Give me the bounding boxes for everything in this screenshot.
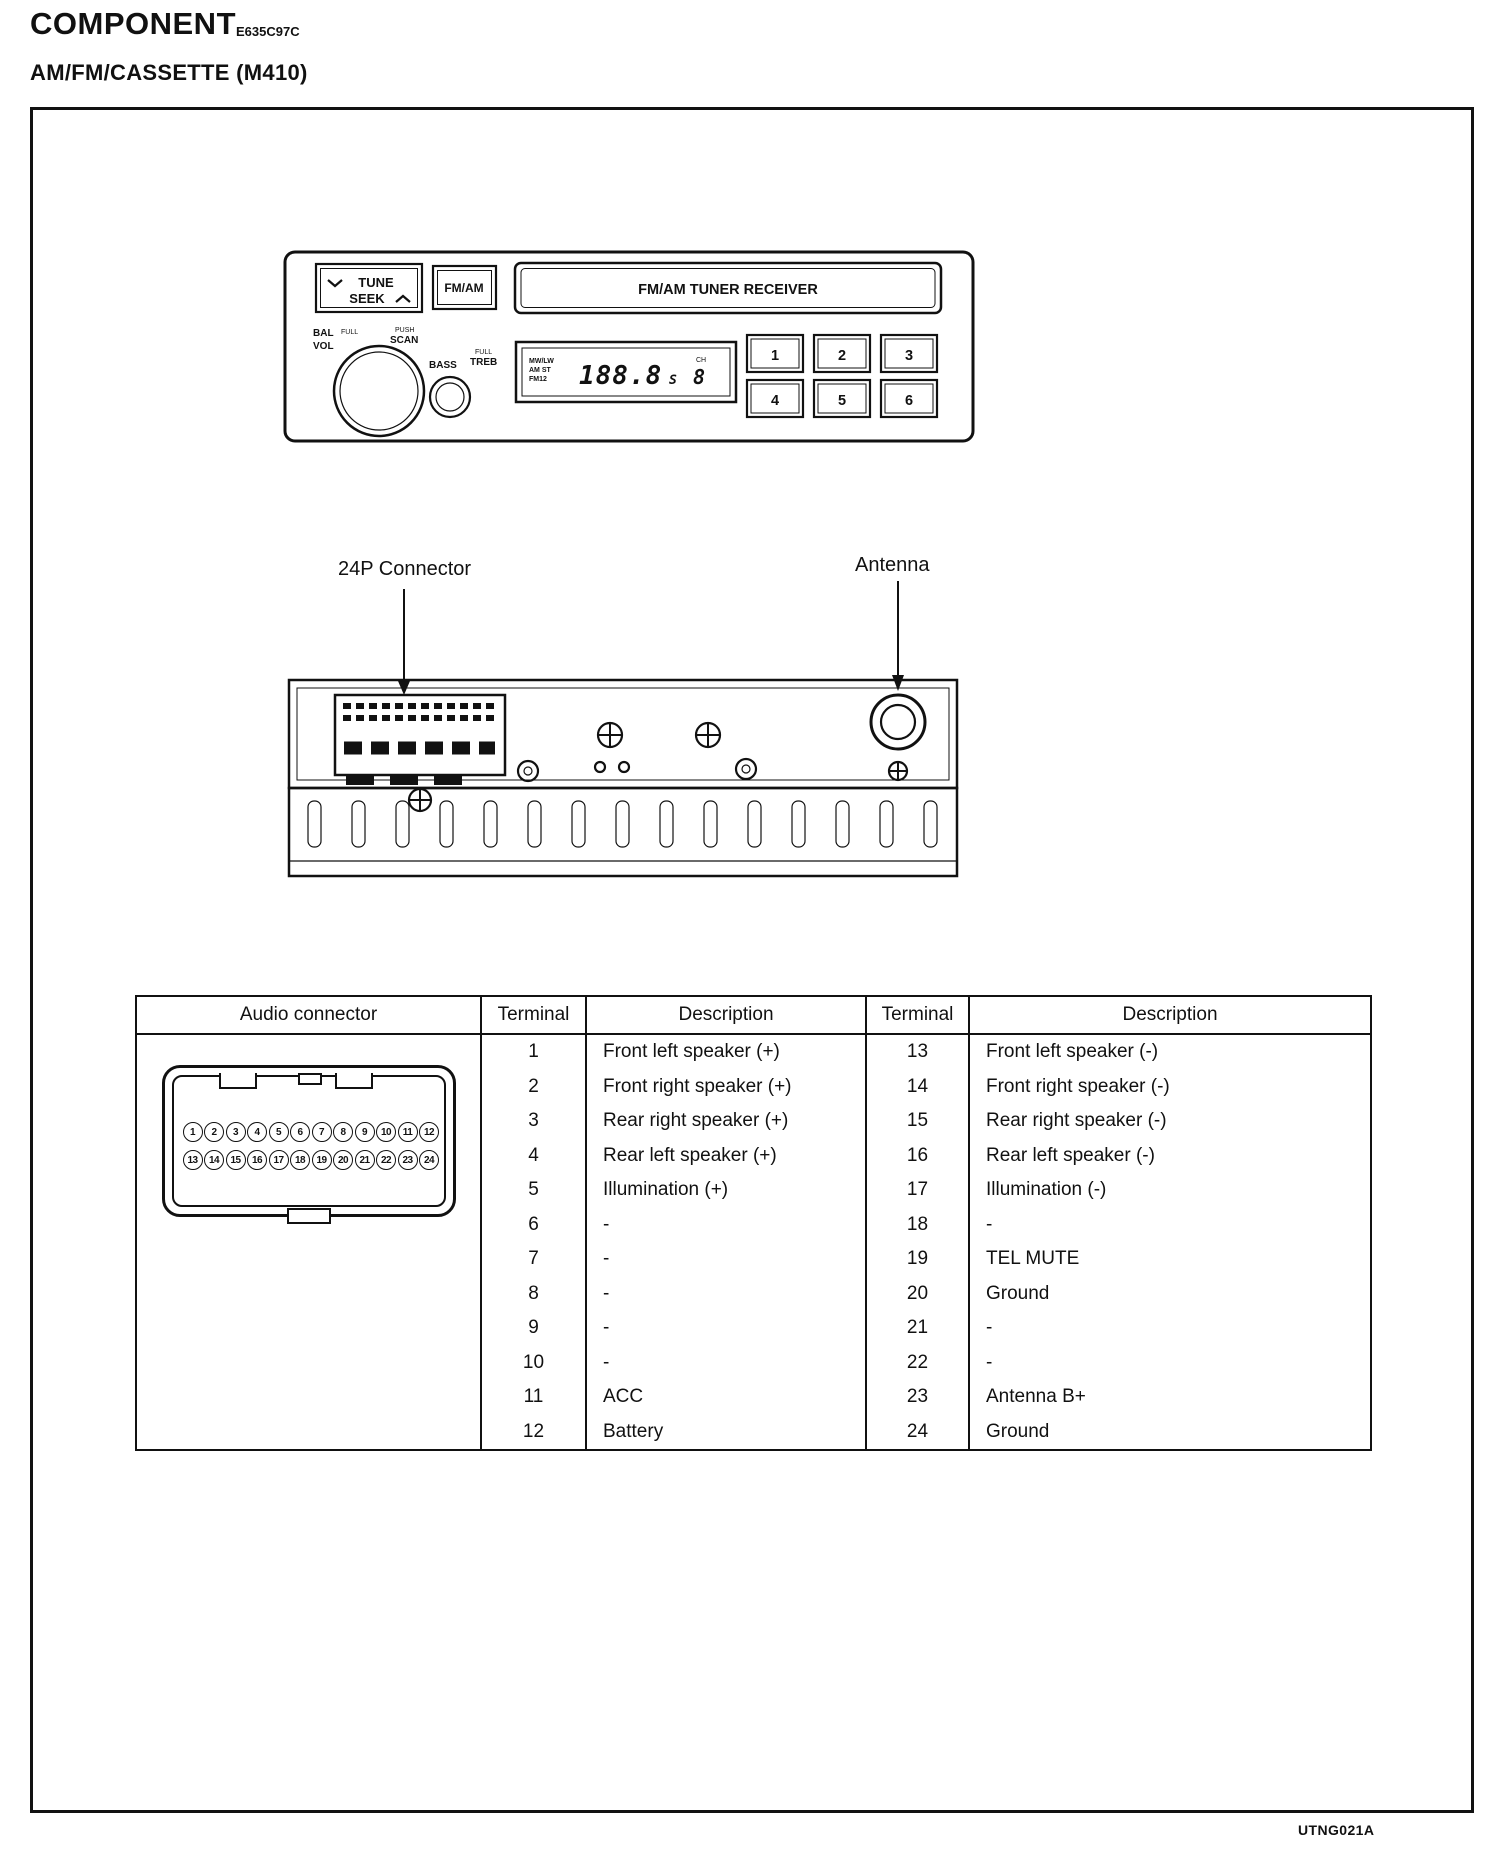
connector-pin: 9 bbox=[355, 1122, 375, 1142]
header-description-2: Description bbox=[1122, 1004, 1218, 1025]
connector-bottom-tab bbox=[287, 1208, 331, 1224]
terminal-cell: 7 bbox=[528, 1248, 539, 1270]
phillips-screw-icon bbox=[889, 762, 907, 780]
description-column-1 bbox=[587, 1035, 867, 1449]
connector-pin: 13 bbox=[183, 1150, 203, 1170]
scan-label: SCAN bbox=[390, 335, 419, 346]
terminal-cell: 6 bbox=[528, 1213, 539, 1235]
preset-button-1 bbox=[747, 335, 803, 372]
radio-front-view bbox=[283, 250, 975, 443]
fm-am-button bbox=[433, 266, 496, 309]
lcd-stereo-indicator: S bbox=[669, 373, 677, 388]
header-terminal-1: Terminal bbox=[482, 997, 587, 1033]
mounting-bracket bbox=[289, 788, 957, 876]
description-cell: Ground bbox=[986, 1420, 1050, 1442]
terminal-cell: 16 bbox=[906, 1144, 929, 1166]
bracket-slot bbox=[660, 801, 673, 847]
pinout-table bbox=[135, 995, 1372, 1451]
lcd-preset-digit: 8 bbox=[693, 365, 706, 389]
svg-text:2: 2 bbox=[837, 348, 847, 364]
connector-pin: 5 bbox=[269, 1122, 289, 1142]
terminal-cell: 24 bbox=[906, 1420, 929, 1442]
terminal-cell: 13 bbox=[906, 1041, 929, 1063]
preset-button-4 bbox=[747, 380, 803, 417]
connector-pin: 20 bbox=[333, 1150, 353, 1170]
svg-text:1: 1 bbox=[770, 348, 780, 364]
bracket-slot bbox=[308, 801, 321, 847]
terminal-cell: 3 bbox=[528, 1110, 539, 1132]
bracket-slot bbox=[748, 801, 761, 847]
pinout-table-body bbox=[137, 1035, 1370, 1449]
connector-pin: 8 bbox=[333, 1122, 353, 1142]
bracket-slot bbox=[572, 801, 585, 847]
connector-pin: 21 bbox=[355, 1150, 375, 1170]
description-cell: Rear right speaker (-) bbox=[986, 1110, 1167, 1132]
description-cell: - bbox=[986, 1213, 993, 1235]
preset-button-6 bbox=[881, 380, 937, 417]
description-cell: Battery bbox=[603, 1420, 664, 1442]
bracket-slot bbox=[836, 801, 849, 847]
connector-pin: 11 bbox=[398, 1122, 418, 1142]
section-code: E635C97C bbox=[236, 24, 300, 39]
bracket-slot bbox=[440, 801, 453, 847]
terminal-column-1 bbox=[482, 1035, 587, 1449]
push-label: PUSH bbox=[395, 327, 415, 334]
svg-text:5: 5 bbox=[837, 393, 847, 409]
bracket-slot bbox=[704, 801, 717, 847]
preset-button-2 bbox=[814, 335, 870, 372]
connector-key-tab bbox=[298, 1073, 322, 1085]
description-cell: - bbox=[603, 1213, 610, 1235]
page-title: COMPONENT bbox=[30, 6, 236, 41]
seek-label: SEEK bbox=[349, 291, 385, 306]
component-subtitle: AM/FM/CASSETTE (M410) bbox=[30, 60, 308, 85]
description-cell: Front right speaker (-) bbox=[986, 1075, 1170, 1097]
lcd-frequency: 188.8 bbox=[579, 361, 663, 391]
treb-label: TREB bbox=[470, 357, 498, 368]
description-cell: Rear left speaker (-) bbox=[986, 1144, 1155, 1166]
terminal-cell: 23 bbox=[906, 1386, 929, 1408]
terminal-cell: 5 bbox=[528, 1179, 539, 1201]
fm-am-label: FM/AM bbox=[444, 281, 484, 295]
lcd-band-fm12: FM12 bbox=[529, 376, 547, 383]
bracket-slot bbox=[792, 801, 805, 847]
rivet-icon bbox=[736, 759, 756, 779]
terminal-cell: 19 bbox=[906, 1248, 929, 1270]
antenna-arrowhead-icon bbox=[892, 675, 904, 691]
description-cell: - bbox=[603, 1282, 610, 1304]
description-cell: Front left speaker (+) bbox=[603, 1041, 780, 1063]
terminal-cell: 12 bbox=[522, 1420, 545, 1442]
audio-connector-cell bbox=[137, 1035, 482, 1449]
description-cell: Illumination (-) bbox=[986, 1179, 1107, 1201]
terminal-cell: 15 bbox=[906, 1110, 929, 1132]
rivet-icon bbox=[518, 761, 538, 781]
terminal-cell: 10 bbox=[522, 1351, 545, 1373]
connector-key-notch bbox=[335, 1073, 373, 1089]
figure-code: UTNG021A bbox=[1298, 1822, 1375, 1838]
terminal-cell: 17 bbox=[906, 1179, 929, 1201]
tune-seek-button bbox=[316, 264, 422, 312]
bracket-slot bbox=[396, 801, 409, 847]
connector-pin: 19 bbox=[312, 1150, 332, 1170]
header-audio-connector: Audio connector bbox=[137, 997, 482, 1033]
svg-text:4: 4 bbox=[770, 393, 780, 409]
bracket-slot bbox=[528, 801, 541, 847]
preset-button-5 bbox=[814, 380, 870, 417]
description-cell: - bbox=[986, 1317, 993, 1339]
lcd-band-amst: AM ST bbox=[529, 367, 551, 374]
connector-pin: 10 bbox=[376, 1122, 396, 1142]
pinout-table-header bbox=[137, 997, 1370, 1035]
terminal-cell: 20 bbox=[906, 1282, 929, 1304]
description-cell: ACC bbox=[603, 1386, 644, 1408]
terminal-column-2 bbox=[867, 1035, 970, 1449]
description-column-2 bbox=[970, 1035, 1370, 1449]
lcd-ch-label: CH bbox=[696, 357, 707, 364]
description-cell: Rear right speaker (+) bbox=[603, 1110, 789, 1132]
pin-row-top bbox=[183, 1122, 440, 1142]
description-cell: Illumination (+) bbox=[603, 1179, 729, 1201]
phillips-screw-icon bbox=[696, 723, 720, 747]
bass-label: BASS bbox=[429, 360, 457, 371]
connector-pin: 23 bbox=[398, 1150, 418, 1170]
description-cell: Front right speaker (+) bbox=[603, 1075, 792, 1097]
connector-pin: 24 bbox=[419, 1150, 439, 1170]
lcd-band-mwlw: MW/LW bbox=[529, 358, 554, 365]
description-cell: - bbox=[603, 1317, 610, 1339]
connector-callout-label: 24P Connector bbox=[338, 558, 472, 580]
antenna-jack bbox=[871, 695, 925, 749]
preset-button-3 bbox=[881, 335, 937, 372]
terminal-cell: 21 bbox=[906, 1317, 929, 1339]
connector-pin: 12 bbox=[419, 1122, 439, 1142]
description-cell: Antenna B+ bbox=[986, 1386, 1086, 1408]
antenna-callout-label: Antenna bbox=[855, 554, 930, 576]
description-cell: Front left speaker (-) bbox=[986, 1041, 1159, 1063]
bracket-slot bbox=[352, 801, 365, 847]
terminal-cell: 18 bbox=[906, 1213, 929, 1235]
description-cell: Rear left speaker (+) bbox=[603, 1144, 777, 1166]
connector-pin: 7 bbox=[312, 1122, 332, 1142]
terminal-cell: 4 bbox=[528, 1144, 539, 1166]
radio-rear-view bbox=[280, 545, 1000, 890]
phillips-screw-icon bbox=[598, 723, 622, 747]
connector-pin: 3 bbox=[226, 1122, 246, 1142]
bracket-slot bbox=[616, 801, 629, 847]
svg-text:3: 3 bbox=[904, 348, 914, 364]
tune-label: TUNE bbox=[358, 275, 394, 290]
connector-key-notch bbox=[219, 1073, 257, 1089]
terminal-cell: 14 bbox=[906, 1075, 929, 1097]
pin-row-bottom bbox=[183, 1150, 440, 1170]
terminal-cell: 8 bbox=[528, 1282, 539, 1304]
figure-frame bbox=[30, 107, 1474, 1813]
treb-full-label: FULL bbox=[475, 349, 493, 356]
24p-connector-block bbox=[335, 695, 505, 780]
connector-pin: 6 bbox=[290, 1122, 310, 1142]
description-cell: - bbox=[603, 1248, 610, 1270]
vol-label: VOL bbox=[313, 341, 334, 352]
terminal-cell: 9 bbox=[528, 1317, 539, 1339]
header-terminal-2: Terminal bbox=[867, 997, 970, 1033]
description-cell: TEL MUTE bbox=[986, 1248, 1080, 1270]
terminal-cell: 2 bbox=[528, 1075, 539, 1097]
terminal-cell: 1 bbox=[528, 1041, 539, 1063]
connector-pin: 22 bbox=[376, 1150, 396, 1170]
description-cell: Ground bbox=[986, 1282, 1050, 1304]
audio-connector-drawing bbox=[162, 1065, 456, 1217]
connector-pin: 17 bbox=[269, 1150, 289, 1170]
bracket-slot bbox=[924, 801, 937, 847]
tuner-receiver-label: FM/AM TUNER RECEIVER bbox=[638, 282, 818, 298]
terminal-cell: 22 bbox=[906, 1351, 929, 1373]
svg-text:6: 6 bbox=[904, 393, 914, 409]
description-cell: - bbox=[986, 1351, 993, 1373]
connector-pin: 4 bbox=[247, 1122, 267, 1142]
description-cell: - bbox=[603, 1351, 610, 1373]
bracket-slot bbox=[484, 801, 497, 847]
header-description-1: Description bbox=[587, 997, 867, 1033]
connector-pin: 18 bbox=[290, 1150, 310, 1170]
connector-pin: 16 bbox=[247, 1150, 267, 1170]
bracket-slot bbox=[880, 801, 893, 847]
connector-pin: 1 bbox=[183, 1122, 203, 1142]
bal-full-label: FULL bbox=[341, 329, 359, 336]
connector-pin: 14 bbox=[204, 1150, 224, 1170]
connector-pin: 2 bbox=[204, 1122, 224, 1142]
phillips-screw-icon bbox=[409, 789, 431, 811]
connector-pin: 15 bbox=[226, 1150, 246, 1170]
terminal-cell: 11 bbox=[523, 1386, 544, 1408]
vent-hole-icon bbox=[619, 762, 629, 772]
vent-hole-icon bbox=[595, 762, 605, 772]
bal-label: BAL bbox=[313, 328, 334, 339]
